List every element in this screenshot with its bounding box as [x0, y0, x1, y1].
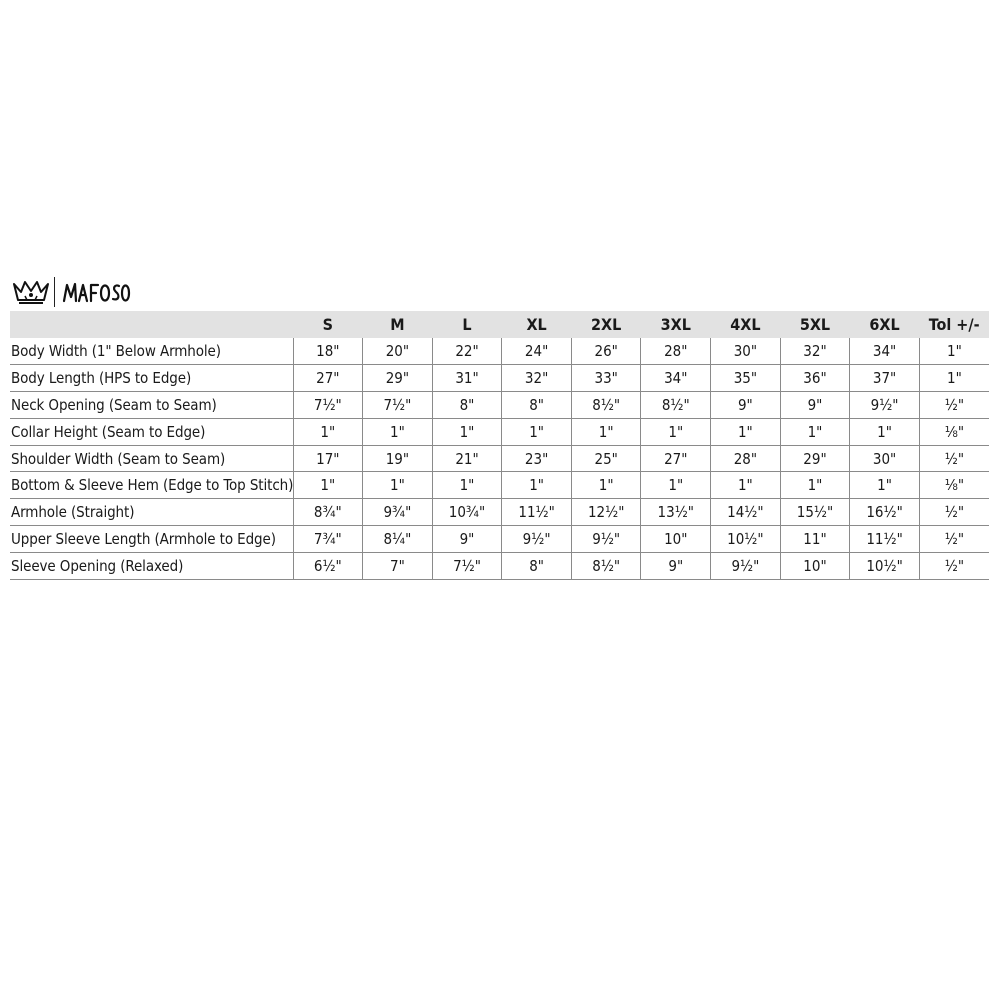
tolerance-value: ⅛" — [919, 472, 989, 499]
measurement-label: Body Width (1" Below Armhole) — [10, 338, 293, 364]
measurement-value: 1" — [571, 418, 641, 445]
crown-logo-icon — [12, 278, 50, 306]
table-row — [10, 499, 989, 526]
measurement-value: 8" — [432, 391, 502, 418]
measurement-value: 9" — [711, 391, 781, 418]
measurement-label: Upper Sleeve Length (Armhole to Edge) — [10, 526, 293, 553]
tolerance-value: ½" — [919, 526, 989, 553]
measurement-value: 1" — [711, 418, 781, 445]
size-header: 3XL — [641, 311, 711, 338]
table-row — [10, 445, 989, 472]
measurement-value: 11½" — [502, 499, 572, 526]
table-row — [10, 553, 989, 580]
logo-divider — [54, 277, 55, 307]
measurement-label: Armhole (Straight) — [10, 499, 293, 526]
measurement-value: 1" — [850, 472, 920, 499]
measurement-value: 34" — [850, 338, 920, 364]
measurement-value: 11" — [780, 526, 850, 553]
measurement-value: 1" — [641, 472, 711, 499]
measurement-value: 1" — [571, 472, 641, 499]
header-blank-cell — [10, 311, 293, 338]
measurement-value: 11½" — [850, 526, 920, 553]
measurement-value: 9½" — [571, 526, 641, 553]
size-header: 2XL — [571, 311, 641, 338]
measurement-value: 7¾" — [293, 526, 363, 553]
measurement-value: 24" — [502, 338, 572, 364]
measurement-value: 1" — [850, 418, 920, 445]
measurement-value: 21" — [432, 445, 502, 472]
size-header: 5XL — [780, 311, 850, 338]
size-header: 6XL — [850, 311, 920, 338]
measurement-value: 1" — [363, 418, 433, 445]
measurement-value: 7½" — [363, 391, 433, 418]
measurement-value: 8" — [502, 553, 572, 580]
measurement-value: 8" — [502, 391, 572, 418]
table-row — [10, 472, 989, 499]
measurement-value: 9" — [432, 526, 502, 553]
measurement-value: 30" — [711, 338, 781, 364]
measurement-value: 8¼" — [363, 526, 433, 553]
measurement-value: 29" — [780, 445, 850, 472]
brand-logo — [12, 274, 131, 310]
measurement-value: 22" — [432, 338, 502, 364]
size-header: 4XL — [711, 311, 781, 338]
measurement-value: 7" — [363, 553, 433, 580]
tolerance-value: 1" — [919, 338, 989, 364]
measurement-value: 25" — [571, 445, 641, 472]
measurement-value: 9" — [780, 391, 850, 418]
measurement-value: 32" — [502, 364, 572, 391]
size-header: XL — [502, 311, 572, 338]
measurement-value: 12½" — [571, 499, 641, 526]
measurement-value: 1" — [363, 472, 433, 499]
measurement-value: 1" — [780, 418, 850, 445]
measurement-value: 30" — [850, 445, 920, 472]
measurement-value: 37" — [850, 364, 920, 391]
measurement-value: 1" — [502, 472, 572, 499]
measurement-value: 18" — [293, 338, 363, 364]
measurement-value: 15½" — [780, 499, 850, 526]
size-header-row — [10, 311, 989, 338]
measurement-value: 1" — [432, 418, 502, 445]
tolerance-value: ½" — [919, 553, 989, 580]
size-chart-table — [10, 311, 989, 580]
tolerance-header: Tol +/- — [919, 311, 989, 338]
measurement-value: 8½" — [571, 553, 641, 580]
measurement-value: 27" — [293, 364, 363, 391]
measurement-value: 36" — [780, 364, 850, 391]
table-row — [10, 526, 989, 553]
measurement-value: 7½" — [432, 553, 502, 580]
measurement-value: 28" — [711, 445, 781, 472]
measurement-value: 1" — [293, 418, 363, 445]
size-header: M — [363, 311, 433, 338]
measurement-value: 33" — [571, 364, 641, 391]
measurement-value: 16½" — [850, 499, 920, 526]
measurement-value: 9½" — [711, 553, 781, 580]
measurement-value: 27" — [641, 445, 711, 472]
measurement-value: 8½" — [641, 391, 711, 418]
measurement-value: 1" — [432, 472, 502, 499]
measurement-label: Sleeve Opening (Relaxed) — [10, 553, 293, 580]
measurement-label: Collar Height (Seam to Edge) — [10, 418, 293, 445]
measurement-label: Bottom & Sleeve Hem (Edge to Top Stitch) — [10, 472, 293, 499]
tolerance-value: ½" — [919, 499, 989, 526]
measurement-label: Shoulder Width (Seam to Seam) — [10, 445, 293, 472]
brand-wordmark — [61, 279, 131, 305]
measurement-label: Neck Opening (Seam to Seam) — [10, 391, 293, 418]
measurement-value: 9" — [641, 553, 711, 580]
measurement-value: 23" — [502, 445, 572, 472]
measurement-value: 28" — [641, 338, 711, 364]
measurement-value: 20" — [363, 338, 433, 364]
measurement-value: 7½" — [293, 391, 363, 418]
measurement-value: 10" — [641, 526, 711, 553]
measurement-value: 6½" — [293, 553, 363, 580]
table-row — [10, 338, 989, 364]
tolerance-value: ½" — [919, 391, 989, 418]
measurement-value: 9½" — [850, 391, 920, 418]
measurement-value: 14½" — [711, 499, 781, 526]
tolerance-value: ½" — [919, 445, 989, 472]
measurement-value: 10½" — [711, 526, 781, 553]
measurement-value: 34" — [641, 364, 711, 391]
measurement-value: 26" — [571, 338, 641, 364]
size-header: L — [432, 311, 502, 338]
measurement-value: 1" — [502, 418, 572, 445]
table-row — [10, 364, 989, 391]
measurement-value: 1" — [711, 472, 781, 499]
measurement-value: 10½" — [850, 553, 920, 580]
measurement-label: Body Length (HPS to Edge) — [10, 364, 293, 391]
tolerance-value: 1" — [919, 364, 989, 391]
table-row — [10, 418, 989, 445]
measurement-value: 32" — [780, 338, 850, 364]
measurement-value: 1" — [641, 418, 711, 445]
table-row — [10, 391, 989, 418]
measurement-value: 1" — [293, 472, 363, 499]
tolerance-value: ⅛" — [919, 418, 989, 445]
measurement-value: 31" — [432, 364, 502, 391]
measurement-value: 9½" — [502, 526, 572, 553]
measurement-value: 17" — [293, 445, 363, 472]
measurement-value: 10" — [780, 553, 850, 580]
measurement-value: 35" — [711, 364, 781, 391]
measurement-value: 8¾" — [293, 499, 363, 526]
size-header: S — [293, 311, 363, 338]
measurement-value: 29" — [363, 364, 433, 391]
measurement-value: 10¾" — [432, 499, 502, 526]
measurement-value: 13½" — [641, 499, 711, 526]
measurement-value: 9¾" — [363, 499, 433, 526]
measurement-value: 8½" — [571, 391, 641, 418]
measurement-value: 1" — [780, 472, 850, 499]
measurement-value: 19" — [363, 445, 433, 472]
